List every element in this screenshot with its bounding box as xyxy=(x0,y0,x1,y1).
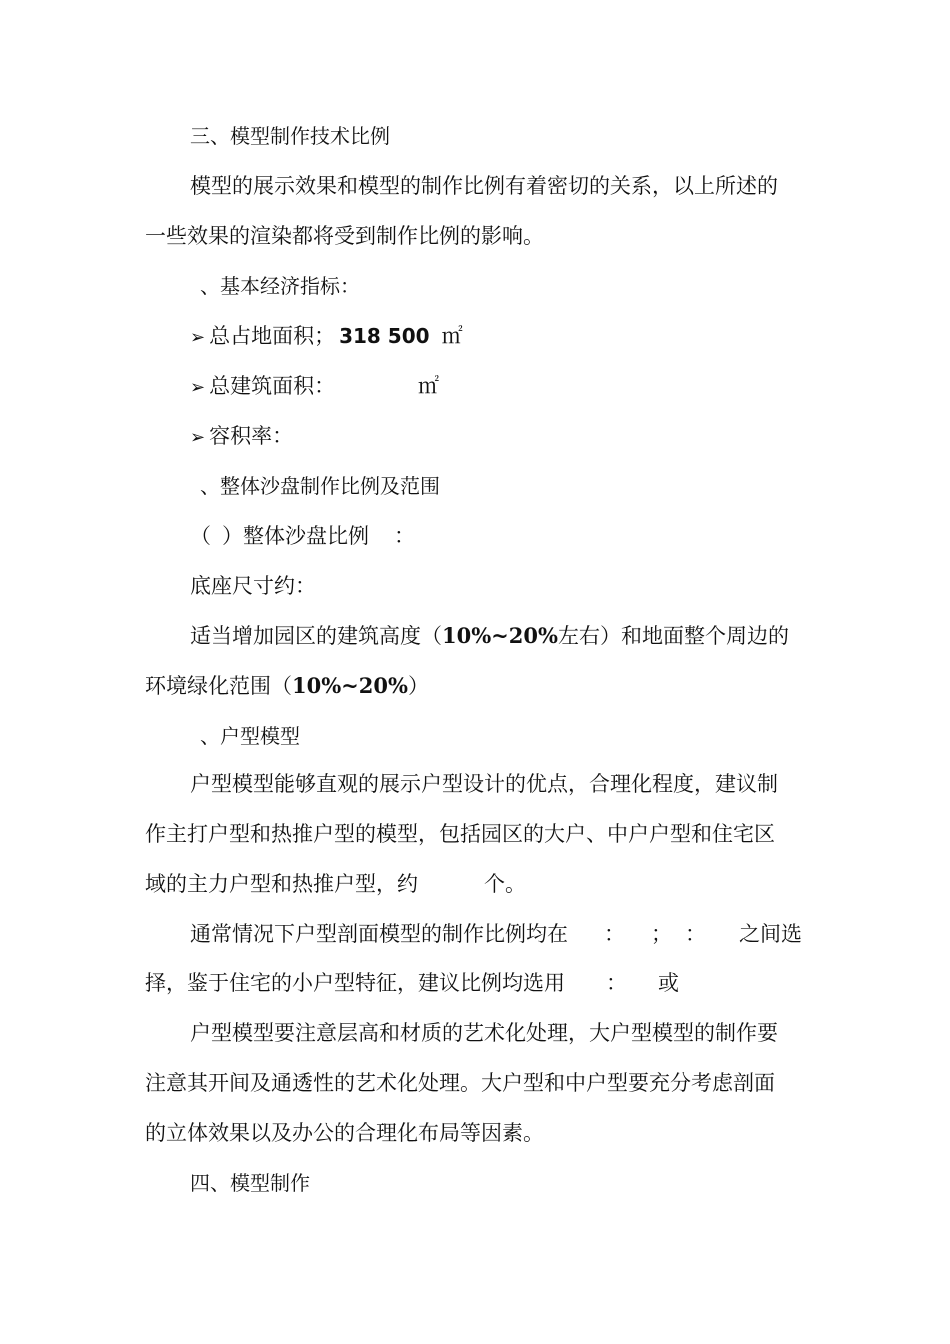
para3-line-3: 的立体效果以及办公的合理化布局等因素。 xyxy=(145,1121,544,1145)
para3-line-1: 户型模型要注意层高和材质的艺术化处理，大户型模型的制作要 xyxy=(190,1021,778,1045)
increase-percent: 10%~20% xyxy=(442,623,558,648)
para1-line-1: 户型模型能够直观的展示户型设计的优点，合理化程度，建议制 xyxy=(190,772,778,796)
subsection-1-heading: 、基本经济指标： xyxy=(200,274,360,298)
increase-percent: 10%~20% xyxy=(292,673,408,698)
item-label: 容积率： xyxy=(209,424,294,448)
item-label: 总建筑面积： xyxy=(209,374,336,398)
item-value: 318 500 xyxy=(339,324,430,348)
para2-colon: ： xyxy=(685,922,706,946)
para2-line-2b: 或 xyxy=(658,971,679,995)
list-item xyxy=(190,372,335,402)
bullet-arrow-icon: ➢ xyxy=(190,427,206,448)
section-3-heading: 三、模型制作技术比例 xyxy=(190,124,390,148)
item-unit: ㎡ xyxy=(418,374,439,398)
intro-line-2: 一些效果的渲染都将受到制作比例的影响。 xyxy=(145,224,544,248)
item-label: 总占地面积； xyxy=(209,324,336,348)
increase-text: ） xyxy=(407,674,429,698)
increase-line-1 xyxy=(190,622,789,650)
increase-text: 适当增加园区的建筑高度（ xyxy=(190,624,442,648)
para1-line-3b: 个。 xyxy=(484,872,526,896)
increase-text: 左右）和地面整个周边的 xyxy=(557,624,789,648)
para2-line-2a: 择，鉴于住宅的小户型特征，建议比例均选用 xyxy=(145,971,565,995)
para2-colon: ： xyxy=(606,971,627,995)
para2-colon: ： xyxy=(604,922,625,946)
subsection-2-heading: 、整体沙盘制作比例及范围 xyxy=(200,474,440,498)
list-item xyxy=(190,422,293,452)
list-item xyxy=(190,322,463,352)
base-size-line: 底座尺寸约： xyxy=(190,574,316,598)
intro-line-1: 模型的展示效果和模型的制作比例有着密切的关系，以上所述的 xyxy=(190,174,778,198)
scale-label: ）整体沙盘比例 xyxy=(222,524,369,548)
para2-line-1a: 通常情况下户型剖面模型的制作比例均在 xyxy=(190,922,568,946)
bullet-arrow-icon: ➢ xyxy=(190,377,206,398)
para1-line-3a: 域的主力户型和热推户型，约 xyxy=(145,872,418,896)
scale-colon: ： xyxy=(394,524,415,548)
item-unit: ㎡ xyxy=(441,324,463,348)
increase-text: 环境绿化范围（ xyxy=(145,674,292,698)
scale-label-open: （ xyxy=(190,524,211,548)
para2-line-1b: 之间选 xyxy=(739,922,802,946)
para3-line-2: 注意其开间及通透性的艺术化处理。大户型和中户型要充分考虑剖面 xyxy=(145,1071,775,1095)
para2-semicolon: ； xyxy=(651,922,672,946)
para1-line-2: 作主打户型和热推户型的模型，包括园区的大户、中户户型和住宅区 xyxy=(145,822,775,846)
subsection-3-heading: 、户型模型 xyxy=(200,724,300,748)
bullet-arrow-icon: ➢ xyxy=(190,327,206,348)
increase-line-2 xyxy=(145,672,429,700)
section-4-heading: 四、模型制作 xyxy=(190,1171,310,1195)
